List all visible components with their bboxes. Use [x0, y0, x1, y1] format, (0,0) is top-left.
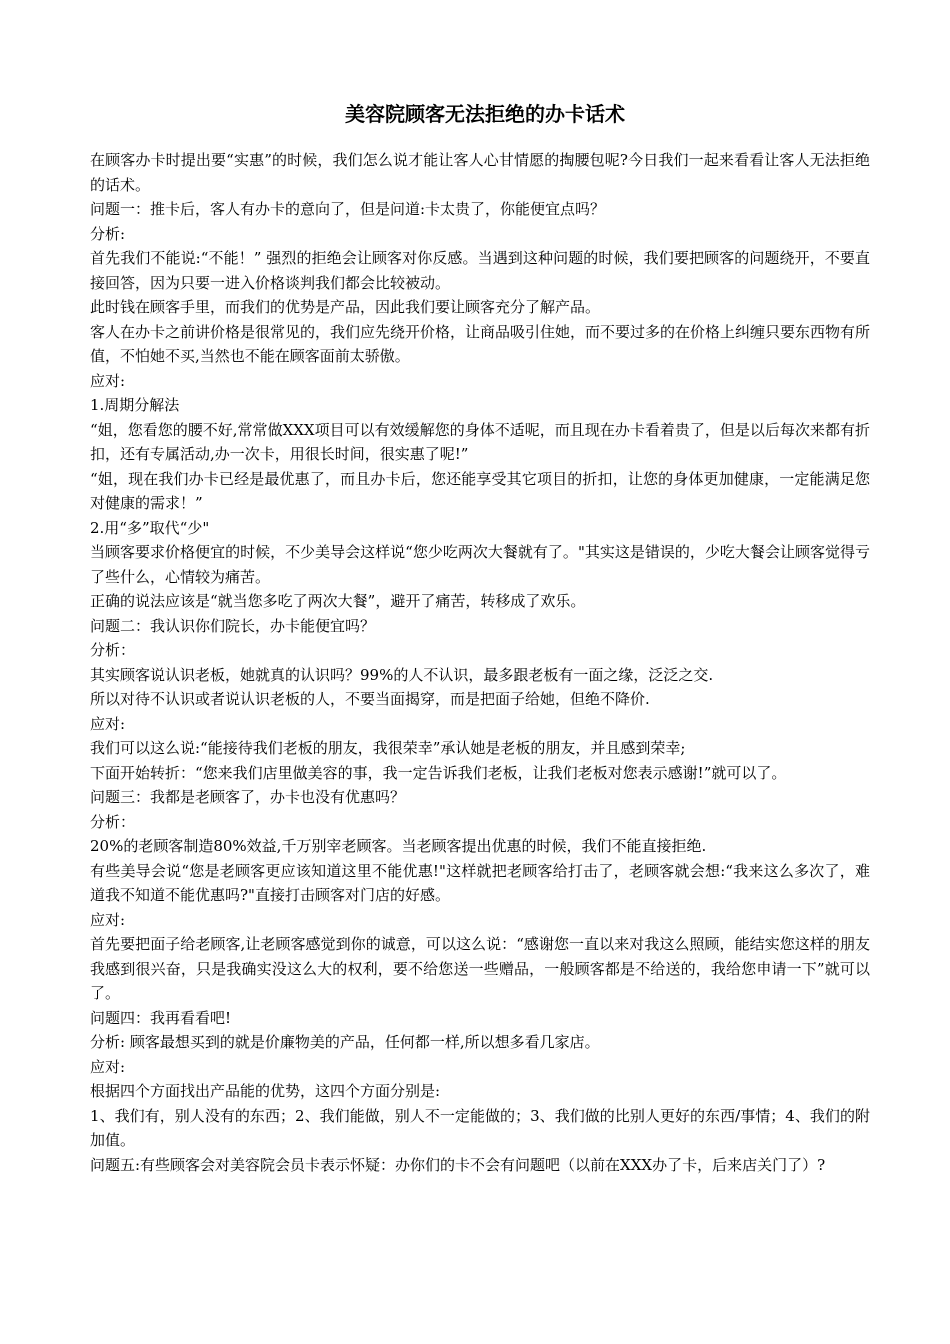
paragraph: 客人在办卡之前讲价格是很常见的，我们应先绕开价格，让商品吸引住她，而不要过多的在价格上纠缠只要东西物有所值，不怕她不买,当然也不能在顾客面前太骄傲。: [90, 322, 871, 365]
paragraph: 所以对待不认识或者说认识老板的人，不要当面揭穿，而是把面子给她，但绝不降价.: [90, 690, 650, 708]
paragraph: 分析：: [90, 812, 136, 831]
paragraph: 我们可以这么说:“能接待我们老板的朋友，我很荣幸”承认她是老板的朋友，并且感到荣幸;: [90, 739, 686, 757]
paragraph: 1、我们有，别人没有的东西；2、我们能做，别人不一定能做的；3、我们做的比别人更好的东西/事情；4、我们的附加值。: [90, 1106, 870, 1149]
paragraph: 问题一：推卡后，客人有办卡的意向了，但是问道:卡太贵了，你能便宜点吗？: [90, 200, 606, 218]
paragraph: 20%的老顾客制造80%效益,千万别宰老顾客。当老顾客提出优惠的时候，我们不能直接拒绝.: [90, 837, 707, 855]
document-body: [90, 148, 870, 1177]
paragraph: 分析: 顾客最想买到的就是价廉物美的产品，任何都一样,所以想多看几家店。: [90, 1033, 600, 1051]
paragraph: 正确的说法应该是“就当您多吃了两次大餐”，避开了痛苦，转移成了欢乐。: [90, 592, 586, 610]
paragraph: 首先要把面子给老顾客,让老顾客感觉到你的诚意，可以这么说：“感谢您一直以来对我这么照顾，能结实您这样的朋友我感到很兴奋，只是我确实没这么大的权利，要不给您送一些赠品，一般顾客都是不给送的，我给您申请一下”就可以了。: [90, 935, 870, 1002]
paragraph: 根据四个方面找出产品能的优势，这四个方面分别是:: [90, 1082, 441, 1100]
paragraph: 问题四：我再看看吧!: [90, 1008, 232, 1027]
paragraph: 应对:: [90, 910, 126, 929]
paragraph: 其实顾客说认识老板，她就真的认识吗？99%的人不认识，最多跟老板有一面之缘，泛泛之交.: [90, 665, 714, 684]
paragraph: 2.用“多”取代“少": [90, 518, 210, 537]
paragraph: 此时钱在顾客手里，而我们的优势是产品，因此我们要让顾客充分了解产品。: [90, 298, 601, 316]
paragraph: 应对:: [90, 1057, 126, 1076]
paragraph: 首先我们不能说:“不能！” 强烈的拒绝会让顾客对你反感。当遇到这种问题的时候，我们要把顾客的问题绕开，不要直接回答，因为只要一进入价格谈判我们都会比较被动。: [90, 249, 870, 292]
paragraph: 下面开始转折：“您来我们店里做美容的事，我一定告诉我们老板，让我们老板对您表示感谢!”就可以了。: [90, 763, 787, 782]
paragraph: 应对:: [90, 714, 126, 733]
paragraph: 在顾客办卡时提出要“实惠”的时候，我们怎么说才能让客人心甘情愿的掏腰包呢?今日我们一起来看看让客人无法拒绝的话术。: [90, 151, 870, 194]
paragraph: “姐，现在我们办卡已经是最优惠了，而且办卡后，您还能享受其它项目的折扣，让您的身体更加健康，一定能满足您对健康的需求！”: [90, 469, 870, 512]
paragraph: 分析:: [90, 224, 126, 243]
paragraph: “姐，您看您的腰不好,常常做XXX项目可以有效缓解您的身体不适呢，而且现在办卡看着贵了，但是以后每次来都有折扣，还有专属活动,办一次卡，用很长时间，很实惠了呢!”: [90, 420, 870, 463]
paragraph: 问题五:有些顾客会对美容院会员卡表示怀疑：办你们的卡不会有问题吧（以前在XXX办了卡，后来店关门了）?: [90, 1155, 826, 1174]
paragraph: 有些美导会说“您是老顾客更应该知道这里不能优惠!"这样就把老顾客给打击了，老顾客就会想:“我来这么多次了，难道我不知道不能优惠吗?"直接打击顾客对门店的好感。: [90, 861, 870, 904]
paragraph: 当顾客要求价格便宜的时候，不少美导会这样说“您少吃两次大餐就有了。"其实这是错误的，少吃大餐会让顾客觉得亏了些什么，心情较为痛苦。: [90, 543, 870, 586]
paragraph: 1.周期分解法: [90, 396, 180, 414]
paragraph: 应对:: [90, 371, 126, 390]
paragraph: 问题三：我都是老顾客了，办卡也没有优惠吗？: [90, 788, 406, 806]
document-title: 美容院顾客无法拒绝的办卡话术: [345, 102, 625, 126]
paragraph: 分析：: [90, 641, 136, 659]
paragraph: 问题二：我认识你们院长，办卡能便宜吗？: [90, 616, 376, 635]
